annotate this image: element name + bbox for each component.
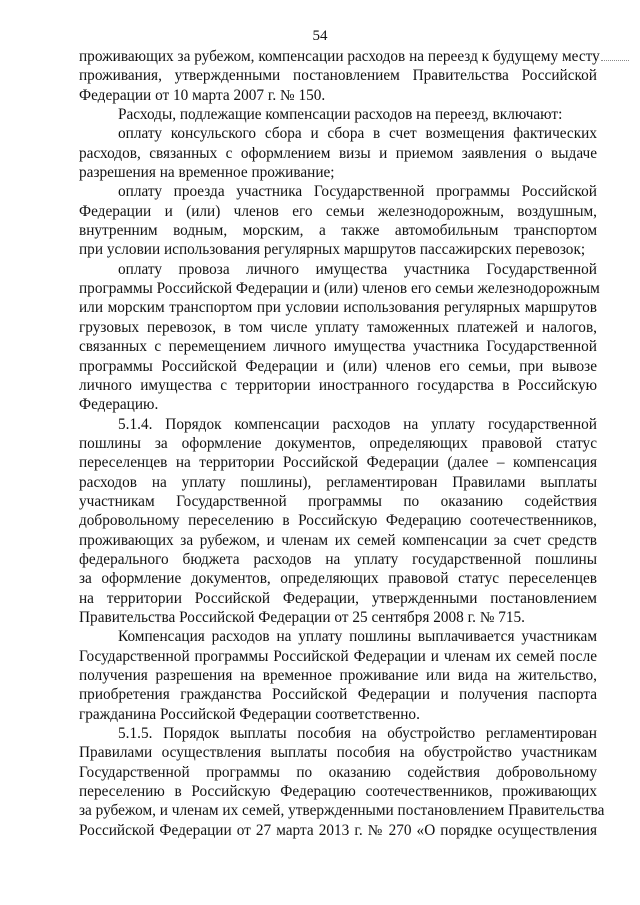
text-line: Расходы, подлежащие компенсации расходов на переезд, включают: [118,106,563,124]
text-line: Федерацию. [79,396,159,414]
text-line: Правилами осуществления выплаты пособия на обустройство участникам [79,744,597,762]
text-line: оплату проезда участника Государственной программы Российской [118,183,597,201]
text-line: переселению в Российскую Федерацию соотечественников, проживающих [79,783,597,801]
text-line: переселенцев на территории Российской Федерации (далее – компенсация [79,454,597,472]
text-line: Федерации от 10 марта 2007 г. № 150. [79,86,326,104]
text-line: расходов, связанных с оформлением визы и приемом заявления о выдаче [79,144,597,162]
text-line: программы Российской Федерации и (или) членов его семьи, при вывозе [79,357,597,375]
text-line: добровольному переселению в Российскую Федерацию соотечественников, [79,512,597,530]
page-number: 54 [312,28,328,44]
document-body [79,47,605,840]
text-line: за рубежом, и членам их семей, утвержденными постановлением Правительства [79,802,605,820]
text-line: 5.1.5. Порядок выплаты пособия на обустройство регламентирован [118,725,597,743]
text-line: Российской Федерации от 27 марта 2013 г. № 270 «О порядке осуществления [79,821,597,839]
text-line: проживающих за рубежом, и членам их семей компенсации за счет средств [79,531,597,549]
text-line: или морским транспортом при условии использования регулярных маршрутов [79,299,597,317]
text-line: личного имущества с территории иностранного государства в Российскую [79,376,597,394]
text-line: проживающих за рубежом, компенсации расходов на переезд к будущему месту [79,48,600,65]
text-line: разрешения на временное проживание; [79,164,335,182]
text-line: приобретения гражданства Российской Федерации и получения паспорта [79,686,597,704]
text-line: пошлины за оформление документов, определяющих правовой статус [79,434,597,452]
text-line: за оформление документов, определяющих правовой статус переселенцев [79,570,597,588]
text-line: расходов на уплату пошлины), регламентирован Правилами выплаты [79,473,597,491]
text-line: на территории Российской Федерации, утвержденными постановлением [79,589,597,607]
text-line: гражданина Российской Федерации соответственно. [79,705,420,723]
text-line: при условии использования регулярных маршрутов пассажирских перевозок; [79,241,586,259]
text-line: Компенсация расходов на уплату пошлины выплачивается участникам [118,628,597,646]
text-line: связанных с перемещением личного имущества участника Государственной [79,338,597,356]
text-line: внутренним водным, морским, а также автомобильным транспортом [79,222,597,240]
text-line: оплату провоза личного имущества участника Государственной [118,260,597,278]
text-line: Государственной программы Российской Федерации и членам их семей после [79,647,597,665]
text-line: получения разрешения на временное проживание или вида на жительство, [79,667,597,684]
scan-artifact-mark [601,60,629,65]
text-line: оплату консульского сбора и сбора в счет возмещения фактических [118,125,597,143]
text-line: Федерации и (или) членов его семьи железнодорожным, воздушным, [79,202,597,220]
text-line: Правительства Российской Федерации от 25 сентября 2008 г. № 715. [79,608,526,626]
text-line: федерального бюджета расходов на уплату государственной пошлины [79,550,597,568]
text-line: участникам Государственной программы по оказанию содействия [79,492,597,510]
text-line: проживания, утвержденными постановлением Правительства Российской [79,67,597,85]
text-line: Государственной программы по оказанию содействия добровольному [79,763,597,781]
text-line: грузовых перевозок, в том числе уплату таможенных платежей и налогов, [79,318,597,336]
text-line: 5.1.4. Порядок компенсации расходов на уплату государственной [118,415,597,433]
text-line: программы Российской Федерации и (или) членов его семьи железнодорожным [79,280,600,298]
